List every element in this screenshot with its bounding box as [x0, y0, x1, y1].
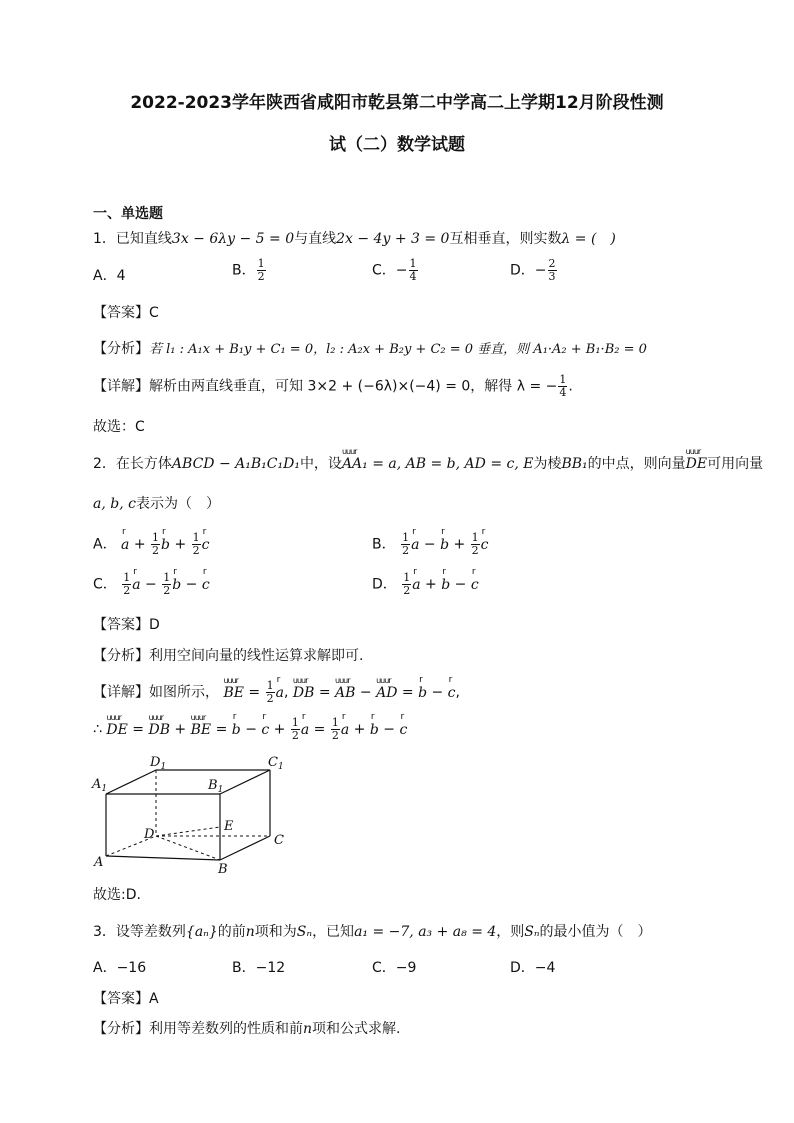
q2-vectors: uuur AA₁ = a, AB = b, AD = c, E [342, 456, 534, 472]
q1-choose: 故选：C [93, 419, 145, 435]
q2-stem-line2 [93, 493, 220, 513]
q1-option-c-frac [409, 258, 418, 283]
q2-choose: 故选:D. [93, 887, 141, 903]
q1-detail-label: 【详解】 [93, 378, 149, 395]
q2-vector-de: uuur DE [686, 456, 707, 472]
q2-stem-f: 表示为（ ） [135, 496, 220, 512]
q1-option-b [232, 258, 267, 283]
q3-analysis-end: 项和公式求解. [312, 1021, 401, 1037]
q2-detail-text: 如图所示， [149, 684, 219, 701]
q2-option-b: B． $\frac{1}{2}$ r a − r b + $\frac{1}{2}$ r c [372, 532, 489, 557]
frac-num: 1 [123, 571, 131, 584]
q2-solid: ABCD − A₁B₁C₁D₁ [171, 456, 300, 472]
frac-half [402, 572, 411, 597]
frac-num: 1 [403, 571, 411, 584]
frac-den: 2 [123, 584, 131, 597]
vec-c: r c [261, 722, 269, 738]
frac-num: 1 [266, 679, 274, 692]
q1-option-c-num: 1 [409, 257, 417, 270]
edge-b1c1 [220, 770, 270, 794]
q1-answer: 【答案】C [93, 305, 159, 321]
frac-den: 2 [331, 729, 339, 742]
q3-stem [93, 921, 652, 941]
frac-half [122, 572, 131, 597]
vec-a: r a [121, 537, 129, 553]
q3-answer: 【答案】A [93, 991, 159, 1007]
q1-eq1: 3x − 6λy − 5 = 0 [171, 231, 295, 247]
q3-analysis-label: 【分析】 [93, 1021, 149, 1037]
frac-den: 2 [266, 692, 274, 705]
frac-den: 2 [152, 544, 160, 557]
q2-option-a-label: A． [93, 536, 117, 553]
q1-detail [93, 374, 573, 399]
frac-half [151, 532, 160, 557]
q1-analysis-label: 【分析】 [93, 341, 149, 357]
label-b1: $B_1$ [208, 778, 224, 795]
vec-b: r b [172, 577, 181, 593]
vec-a: r a [411, 537, 419, 553]
vec-a: r a [132, 577, 140, 593]
frac-half [401, 532, 410, 557]
q2-option-a: A． r a + $\frac{1}{2}$ r b + $\frac{1}{2}$ r c [93, 532, 209, 557]
q1-option-a: A．4 [93, 268, 126, 284]
q1-option-b-label: B． [232, 262, 256, 279]
vec-be: uuur BE [223, 685, 244, 701]
vec-db: uuur DB [293, 685, 315, 701]
q1-detail-text: 解析由两直线垂直，可知 3×2 + (−6λ)×(−4) = 0，解得 λ = − [149, 378, 558, 395]
frac-half [331, 717, 340, 742]
vec-b: r b [232, 722, 241, 738]
vec-be: uuur BE [191, 722, 212, 738]
q2-stem-c: 为棱 [533, 456, 562, 472]
q1-option-d-den: 3 [548, 270, 556, 283]
vec-c: r c [481, 537, 489, 553]
vec-b: r b [441, 577, 450, 593]
edge-bc [220, 836, 270, 860]
vec-a: r a [412, 577, 420, 593]
q3-stem-f: 的最小值为（ ） [539, 924, 652, 940]
frac-num: 1 [163, 571, 171, 584]
edge-a1d1 [106, 770, 156, 794]
label-a1: $A_1$ [92, 777, 108, 794]
frac-den: 2 [471, 544, 479, 557]
label-b: B [218, 862, 228, 877]
edge-ab [106, 856, 220, 860]
q1-detail-num: 1 [559, 373, 567, 386]
vec-b: r b [418, 685, 427, 701]
q3-stem-c: 项和为 [254, 924, 297, 940]
vec-c: r c [202, 577, 210, 593]
q2-option-d-label: D． [372, 576, 397, 593]
q1-option-d-frac [548, 258, 557, 283]
q2-stem [93, 453, 763, 473]
label-e: E [224, 819, 234, 834]
q3-analysis [93, 1018, 400, 1038]
q1-option-d-num: 2 [548, 257, 556, 270]
q2-edge: BB₁ [561, 456, 588, 472]
q2-analysis-label: 【分析】 [93, 648, 149, 664]
vec-a: r a [276, 685, 284, 701]
vec-c: r c [202, 537, 210, 553]
q1-stem [93, 228, 616, 248]
q1-analysis-text: 若 l₁ : A₁x + B₁y + C₁ = 0，l₂ : A₂x + B₂y + C₂ = 0 垂直，则 A₁·A₂ + B₁·B₂ = 0 [149, 342, 647, 357]
q3-stem-a: 3．设等差数列 [93, 924, 186, 940]
q3-stem-d: ，已知 [312, 924, 355, 940]
frac-den: 2 [403, 584, 411, 597]
q1-option-d [510, 258, 558, 283]
q1-option-d-label: D．− [510, 262, 547, 279]
q3-option-c: C．−9 [372, 960, 417, 976]
q3-sn-2: Sₙ [524, 924, 540, 940]
q1-option-b-num: 1 [257, 257, 265, 270]
cuboid-figure [88, 752, 298, 877]
frac-num: 1 [402, 531, 410, 544]
segment-de [156, 827, 220, 836]
frac-num: 1 [192, 531, 200, 544]
label-d: D [144, 827, 155, 842]
q1-analysis [93, 338, 647, 358]
frac-num: 1 [331, 716, 339, 729]
q1-stem-b: 与直线 [294, 231, 337, 247]
doc-title-line2: 试（二）数学试题 [329, 135, 465, 155]
q2-detail-line2: ∴ uuur DE = uuur DB + uuur BE = r b − r c + $\frac{1}{2}$ r a = $\frac{1}{2}$ r a + r b − r c [93, 717, 407, 742]
frac-half [471, 532, 480, 557]
q2-stem-e: 可用向量 [707, 456, 764, 472]
q2-detail-label: 【详解】 [93, 684, 149, 701]
frac-half [291, 717, 300, 742]
frac-den: 2 [402, 544, 410, 557]
therefore-symbol: ∴ [93, 721, 102, 738]
frac-half [192, 532, 201, 557]
q3-stem-e: ，则 [496, 924, 525, 940]
q3-n: n [245, 924, 255, 940]
q1-detail-end: . [568, 378, 573, 395]
q2-stem-b: 中，设 [299, 456, 342, 472]
q2-detail: 【详解】如图所示， uuur BE = $\frac{1}{2}$ r a, uuur DB = uuur AB − uuur AD = r b − r c, [93, 680, 460, 705]
frac-num: 1 [152, 531, 160, 544]
vec-a: r a [301, 722, 309, 738]
vec-b: r b [161, 537, 170, 553]
vec-b: r b [370, 722, 379, 738]
q1-option-c-label: C．− [372, 262, 408, 279]
q3-analysis-text: 利用等差数列的性质和前 [149, 1021, 303, 1037]
q1-option-b-frac [257, 258, 266, 283]
vec-c: r c [448, 685, 456, 701]
q3-option-a: A．−16 [93, 960, 147, 976]
q1-lambda: λ = ( ) [561, 231, 616, 247]
q1-stem-c: 互相垂直，则实数 [449, 231, 562, 247]
q3-stem-b: 的前 [217, 924, 246, 940]
q3-sn: Sₙ [296, 924, 313, 940]
q1-option-c [372, 258, 419, 283]
vec-db: uuur DB [148, 722, 170, 738]
label-a: A [94, 855, 104, 870]
q1-detail-den: 4 [559, 386, 567, 399]
q1-option-c-den: 4 [409, 270, 417, 283]
vec-b: r b [440, 537, 449, 553]
frac-num: 1 [291, 716, 299, 729]
q2-abc: a, b, c [93, 496, 136, 512]
q3-option-d: D．−4 [510, 960, 556, 976]
q2-stem-d: 的中点，则向量 [587, 456, 686, 472]
q1-stem-a: 1．已知直线 [93, 231, 172, 247]
frac-den: 2 [163, 584, 171, 597]
frac-half [266, 680, 275, 705]
q2-option-b-label: B． [372, 536, 396, 553]
q2-stem-a: 2．在长方体 [93, 456, 172, 472]
label-c: C [274, 833, 284, 848]
frac-den: 2 [192, 544, 200, 557]
q2-answer: 【答案】D [93, 617, 160, 633]
q3-option-b: B．−12 [232, 960, 286, 976]
vec-c: r c [471, 577, 479, 593]
q2-analysis-text: 利用空间向量的线性运算求解即可. [149, 648, 364, 664]
q2-option-d: D． $\frac{1}{2}$ r a + r b − r c [372, 572, 479, 597]
q1-option-b-den: 2 [257, 270, 265, 283]
frac-den: 2 [291, 729, 299, 742]
frac-num: 1 [471, 531, 479, 544]
doc-title-line1: 2022-2023学年陕西省咸阳市乾县第二中学高二上学期12月阶段性测 [130, 93, 664, 113]
vec-c: r c [399, 722, 407, 738]
q2-option-c: C． $\frac{1}{2}$ r a − $\frac{1}{2}$ r b − r c [93, 572, 210, 597]
section-heading: 一、单选题 [93, 206, 163, 222]
label-d1: $D_1$ [150, 755, 167, 772]
q2-option-c-label: C． [93, 576, 117, 593]
vec-de: uuur DE [106, 722, 127, 738]
q3-seq: {aₙ} [185, 924, 218, 940]
q1-eq2: 2x − 4y + 3 = 0 [336, 231, 450, 247]
vec-ad: uuur AD [376, 685, 397, 701]
label-c1: $C_1$ [268, 755, 284, 772]
q1-detail-frac [558, 374, 567, 399]
vec-a: r a [341, 722, 349, 738]
q2-analysis [93, 645, 363, 665]
vec-ab: uuur AB [335, 685, 355, 701]
segment-db [156, 836, 220, 860]
q3-given: a₁ = −7, a₃ + a₈ = 4 [354, 924, 497, 940]
frac-half [162, 572, 171, 597]
q3-analysis-n: n [303, 1021, 313, 1037]
